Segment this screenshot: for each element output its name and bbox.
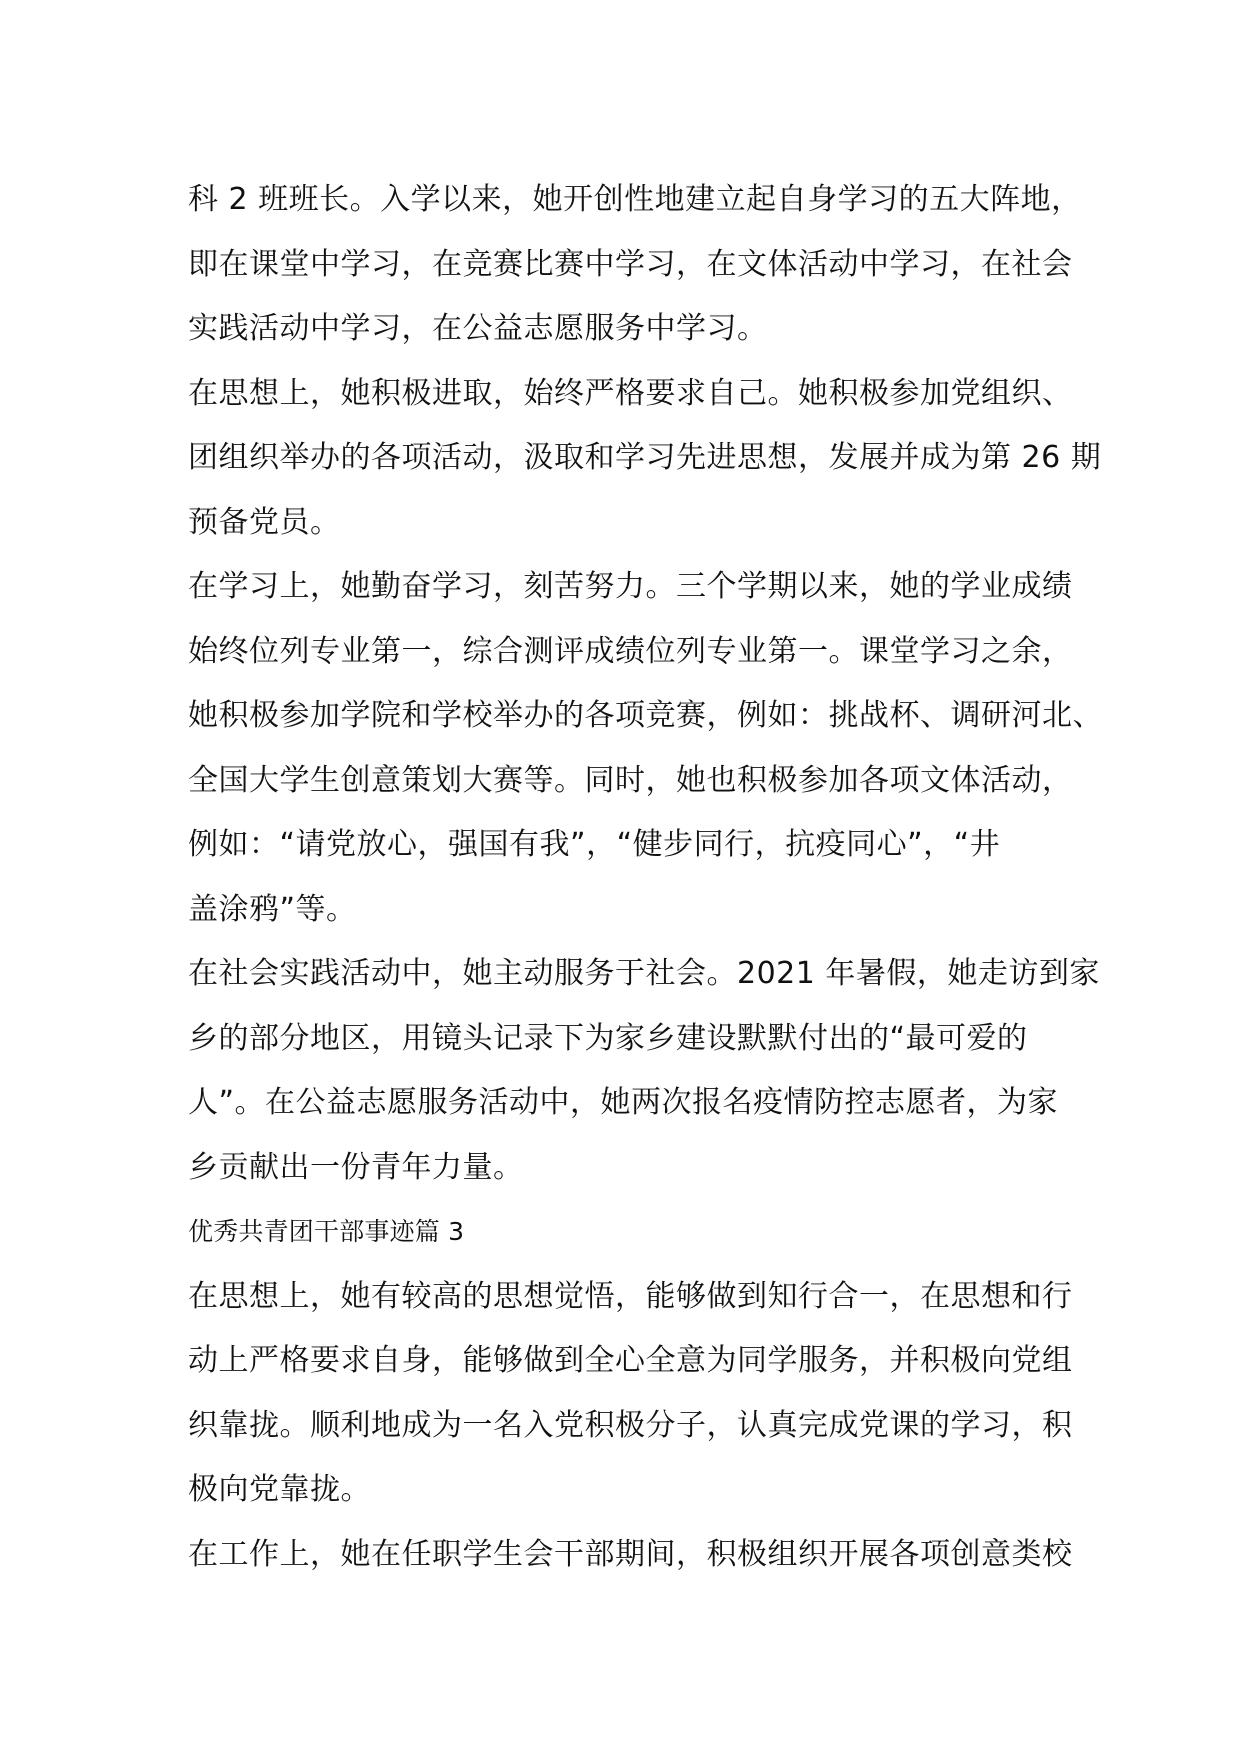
text-line: 人”。在公益志愿服务活动中，她两次报名疫情防控志愿者，为家 [188,1085,1059,1120]
text-line: 盖涂鸦”等。 [188,891,357,927]
text-line: 例如：“请党放心，强国有我”，“健步同行，抗疫同心”，“井 [188,827,1001,862]
text-line: 即在课堂中学习，在竞赛比赛中学习，在文体活动中学习，在社会 [188,246,1073,282]
section-heading: 优秀共青团干部事迹篇 3 [188,1217,465,1246]
paragraph-start-line: 在学习上，她勤奋学习，刻苦努力。三个学期以来，她的学业成绩 [188,569,1073,604]
text-line: 织靠拢。顺利地成为一名入党积极分子，认真完成党课的学习，积 [188,1407,1073,1443]
text-line: 实践活动中学习，在公益志愿服务中学习。 [188,311,768,346]
paragraph-start-line: 在思想上，她有较高的思想觉悟，能够做到知行合一，在思想和行 [188,1278,1073,1314]
text-line: 预备党员。 [188,504,341,540]
text-line: 团组织举办的各项活动，汲取和学习先进思想，发展并成为第 26 期 [188,440,1102,475]
text-line: 乡的部分地区，用镜头记录下为家乡建设默默付出的“最可爱的 [188,1020,1028,1056]
text-line: 极向党靠拢。 [188,1472,371,1507]
paragraph-start-line: 在思想上，她积极进取，始终严格要求自己。她积极参加党组织、 [188,375,1073,411]
paragraph-start-line: 在社会实践活动中，她主动服务于社会。2021 年暑假，她走访到家 [188,956,1100,991]
text-line: 始终位列专业第一，综合测评成绩位列专业第一。课堂学习之余， [188,633,1073,669]
text-line: 动上严格要求自身，能够做到全心全意为同学服务，并积极向党组 [188,1343,1073,1378]
document-body [188,168,1103,1587]
paragraph-start-line: 在工作上，她在任职学生会干部期间，积极组织开展各项创意类校 [188,1536,1073,1572]
text-line: 全国大学生创意策划大赛等。同时，她也积极参加各项文体活动， [188,762,1073,798]
text-line: 乡贡献出一份青年力量。 [188,1149,524,1185]
text-line: 她积极参加学院和学校举办的各项竞赛，例如：挑战杯、调研河北、 [188,698,1103,733]
text-line: 科 2 班班长。入学以来，她开创性地建立起自身学习的五大阵地， [188,182,1082,217]
